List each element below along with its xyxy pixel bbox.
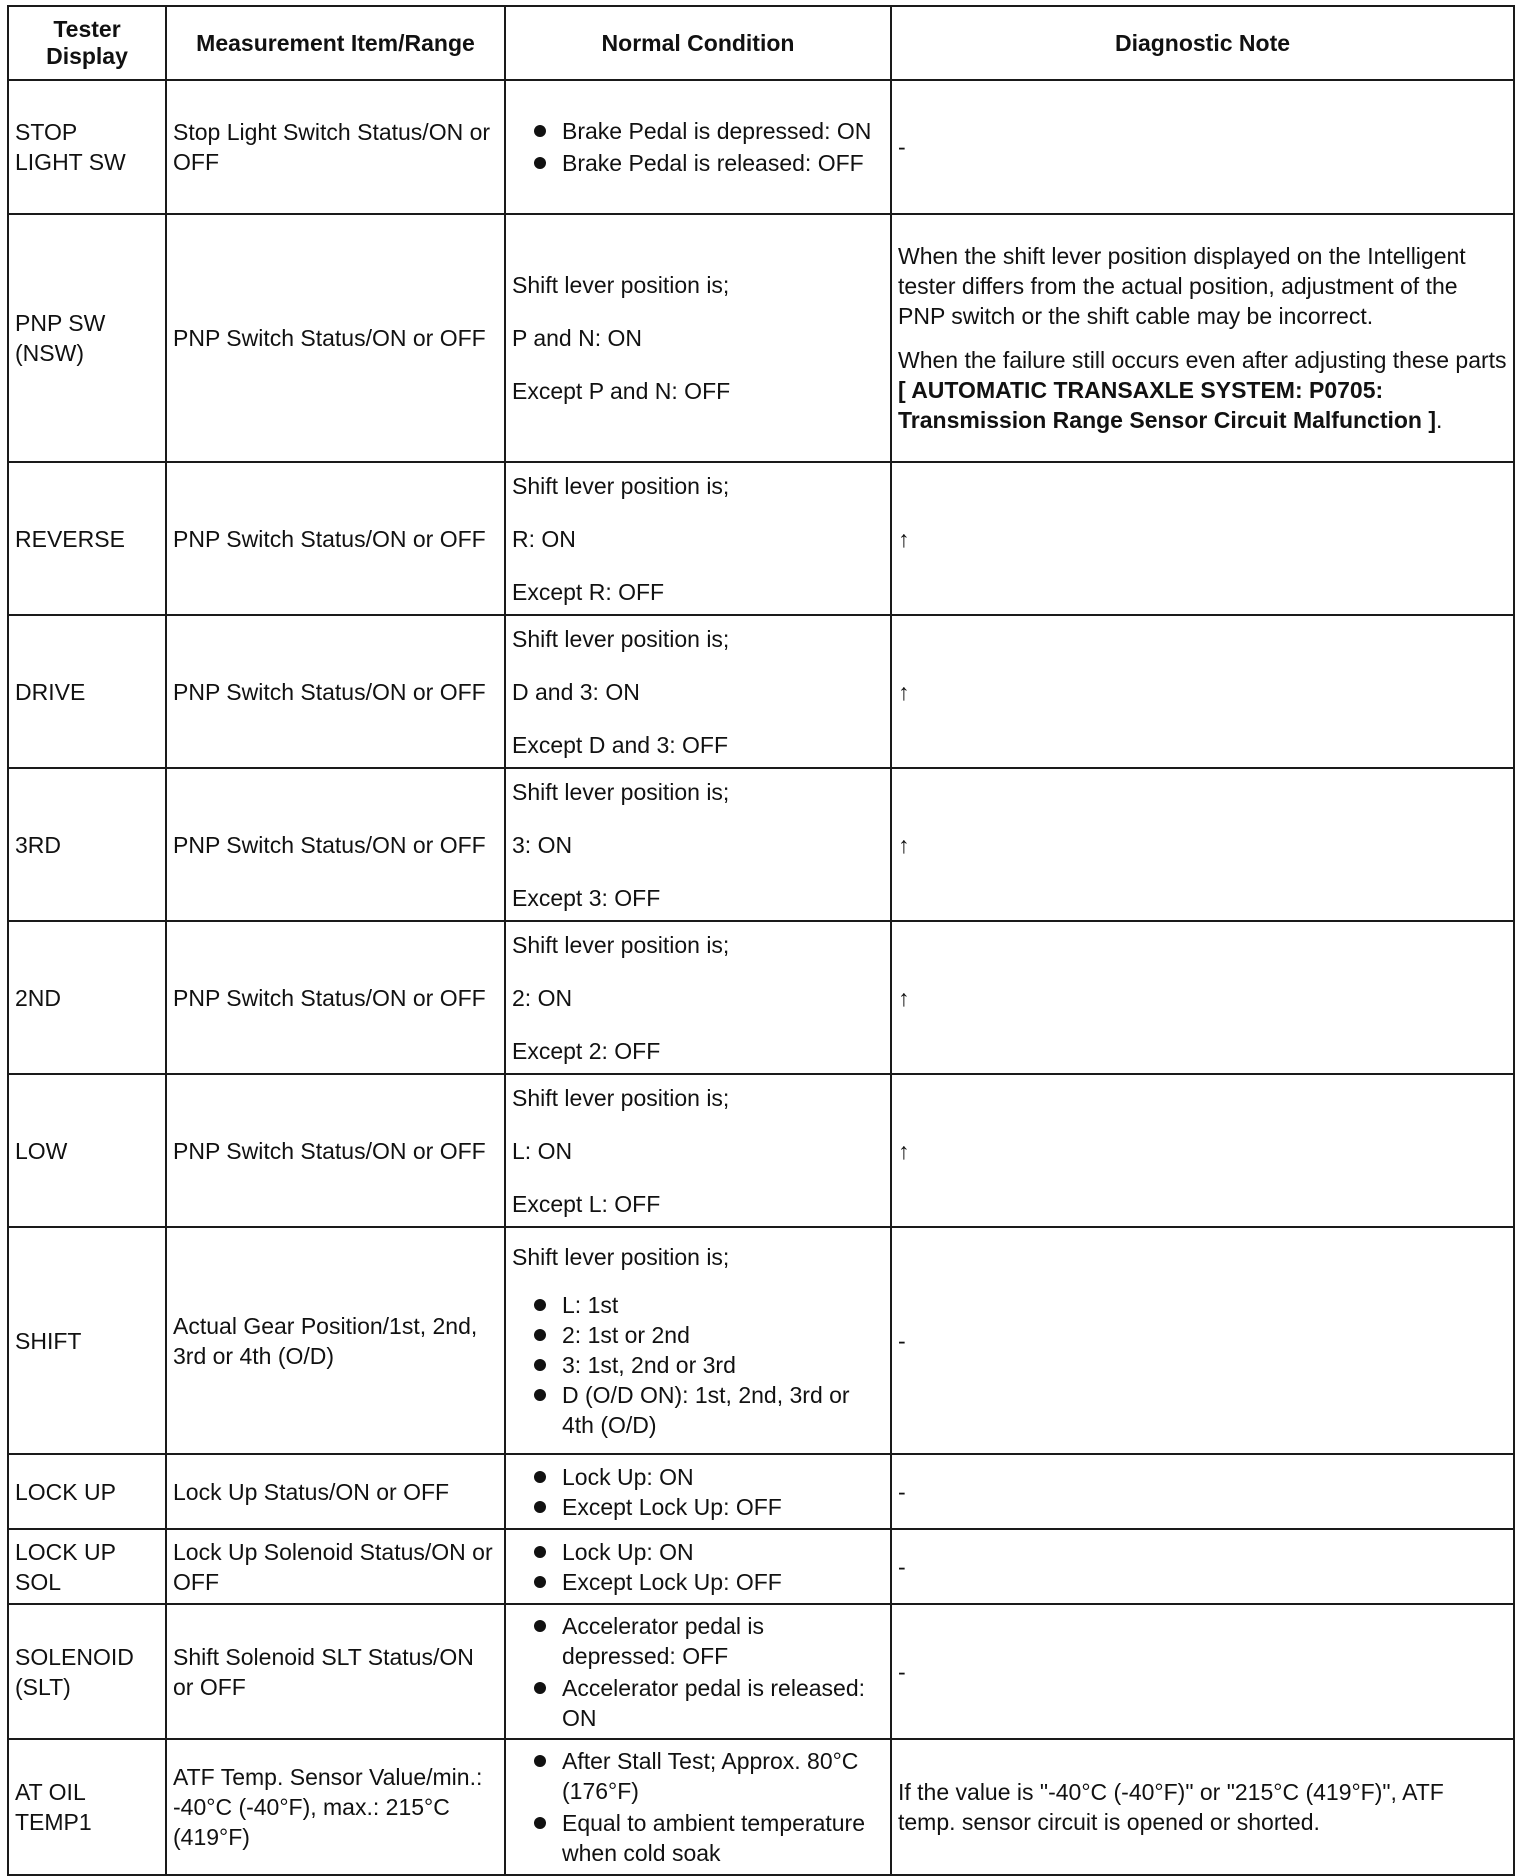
- tester-display-cell: [8, 1529, 166, 1604]
- tester-display-line: LIGHT SW: [15, 149, 126, 175]
- measurement-item-cell: PNP Switch Status/ON or OFF: [166, 1074, 505, 1227]
- condition-bullet-list: [512, 1290, 884, 1440]
- normal-condition-cell: [505, 80, 891, 214]
- diagnostic-note-cell: -: [891, 80, 1514, 214]
- tester-display-cell: [8, 1604, 166, 1739]
- normal-condition-cell: [505, 1454, 891, 1529]
- tester-display-cell: [8, 214, 166, 462]
- condition-line: D and 3: ON: [512, 678, 640, 705]
- tester-display-line: (SLT): [15, 1673, 71, 1700]
- tester-display-line: (NSW): [15, 340, 84, 366]
- measurement-item-cell: PNP Switch Status/ON or OFF: [166, 921, 505, 1074]
- tester-display-cell: [8, 1739, 166, 1875]
- measurement-item-cell: Actual Gear Position/1st, 2nd, 3rd or 4th (O/D): [166, 1227, 505, 1454]
- condition-bullet: 2: 1st or 2nd: [534, 1320, 884, 1350]
- tester-display-cell: [8, 615, 166, 768]
- table-row: [8, 1227, 1514, 1454]
- tester-display-line: LOCK UP: [15, 1478, 116, 1505]
- table-row: [8, 80, 1514, 214]
- measurement-item-cell: Lock Up Solenoid Status/ON or OFF: [166, 1529, 505, 1604]
- tester-display-line: REVERSE: [15, 525, 125, 552]
- condition-bullet-list: [512, 1746, 884, 1868]
- condition-bullet-list: [512, 116, 884, 178]
- header-tester-display-line: Display: [46, 43, 128, 69]
- normal-condition-cell: [505, 1604, 891, 1739]
- condition-bullet: Accelerator pedal is depressed: OFF: [534, 1611, 884, 1671]
- tester-display-line: 3RD: [15, 831, 62, 858]
- diagnostic-note-cell: [891, 1074, 1514, 1227]
- measurement-item-cell: Shift Solenoid SLT Status/ON or OFF: [166, 1604, 505, 1739]
- diagnostic-note-cell: [891, 214, 1514, 462]
- tester-display-cell: [8, 921, 166, 1074]
- condition-bullet: D (O/D ON): 1st, 2nd, 3rd or 4th (O/D): [534, 1380, 884, 1440]
- condition-line: 2: ON: [512, 984, 573, 1011]
- data-list-table: [7, 5, 1515, 1876]
- diagnostic-note-cell: -: [891, 1454, 1514, 1529]
- condition-line: 3: ON: [512, 831, 573, 858]
- condition-bullet-list: [512, 1537, 884, 1597]
- normal-condition-cell: [505, 1739, 891, 1875]
- condition-line: Shift lever position is;: [512, 272, 730, 298]
- diagnostic-note-cell: -: [891, 1604, 1514, 1739]
- measurement-item-cell: PNP Switch Status/ON or OFF: [166, 214, 505, 462]
- tester-display-cell: [8, 1454, 166, 1529]
- measurement-item-cell: Stop Light Switch Status/ON or OFF: [166, 80, 505, 214]
- condition-bullet-list: [512, 1611, 884, 1733]
- condition-bullet: Brake Pedal is depressed: ON: [534, 116, 884, 146]
- cross-reference-link[interactable]: [ AUTOMATIC TRANSAXLE SYSTEM: P0705: Transmission Range Sensor Circuit Malfunction ]: [898, 377, 1437, 433]
- table-row: [8, 1074, 1514, 1227]
- normal-condition-cell: [505, 921, 891, 1074]
- tester-display-cell: [8, 462, 166, 615]
- tester-display-line: LOCK UP: [15, 1538, 116, 1565]
- normal-condition-cell: [505, 462, 891, 615]
- diagnostic-note-cell: [891, 921, 1514, 1074]
- table-row: [8, 214, 1514, 462]
- header-diagnostic-note: Diagnostic Note: [891, 6, 1514, 80]
- normal-condition-cell: [505, 1227, 891, 1454]
- table-row: [8, 462, 1514, 615]
- table-row: [8, 1454, 1514, 1529]
- normal-condition-cell: [505, 214, 891, 462]
- condition-line: Shift lever position is;: [512, 1084, 730, 1111]
- condition-line: Except 3: OFF: [512, 884, 661, 911]
- normal-condition-cell: [505, 1529, 891, 1604]
- header-normal-condition: Normal Condition: [505, 6, 891, 80]
- condition-bullet: Brake Pedal is released: OFF: [534, 148, 884, 178]
- tester-display-line: LOW: [15, 1137, 68, 1164]
- tester-display-cell: [8, 80, 166, 214]
- condition-bullet-list: [512, 1462, 884, 1522]
- condition-line: Except L: OFF: [512, 1190, 661, 1217]
- header-tester-display: [8, 6, 166, 80]
- condition-bullet: Accelerator pedal is released: ON: [534, 1673, 884, 1733]
- condition-line: Shift lever position is;: [512, 625, 730, 652]
- condition-line: Except 2: OFF: [512, 1037, 661, 1064]
- table-row: [8, 1739, 1514, 1875]
- tester-display-line: SOLENOID: [15, 1643, 134, 1670]
- condition-line: Except P and N: OFF: [512, 378, 731, 404]
- tester-display-line: SHIFT: [15, 1327, 82, 1354]
- tester-display-line: PNP SW: [15, 310, 106, 336]
- measurement-item-cell: PNP Switch Status/ON or OFF: [166, 462, 505, 615]
- diagnostic-note-cell: [891, 615, 1514, 768]
- up-arrow-icon: ↑: [898, 678, 910, 705]
- table-row: [8, 921, 1514, 1074]
- tester-display-cell: [8, 1074, 166, 1227]
- table-header-row: [8, 6, 1514, 80]
- diagnostic-data-list: [7, 5, 1515, 1876]
- spacer: [512, 1272, 884, 1290]
- diagnostic-note-cell: [891, 768, 1514, 921]
- up-arrow-icon: ↑: [898, 831, 910, 858]
- tester-display-line: STOP: [15, 119, 78, 145]
- diagnostic-note-cell: [891, 462, 1514, 615]
- normal-condition-cell: [505, 1074, 891, 1227]
- condition-line: Shift lever position is;: [512, 472, 730, 499]
- tester-display-cell: [8, 768, 166, 921]
- condition-bullet: Except Lock Up: OFF: [534, 1567, 884, 1597]
- measurement-item-cell: Lock Up Status/ON or OFF: [166, 1454, 505, 1529]
- table-row: [8, 1529, 1514, 1604]
- condition-line: Shift lever position is;: [512, 931, 730, 958]
- condition-line: Shift lever position is;: [512, 1243, 730, 1270]
- note-text: When the failure still occurs even after adjusting these parts: [898, 347, 1507, 373]
- measurement-item-cell: ATF Temp. Sensor Value/min.: -40°C (-40°F), max.: 215°C (419°F): [166, 1739, 505, 1875]
- condition-bullet: Lock Up: ON: [534, 1462, 884, 1492]
- up-arrow-icon: ↑: [898, 525, 910, 552]
- tester-display-line: TEMP1: [15, 1809, 92, 1835]
- normal-condition-cell: [505, 615, 891, 768]
- condition-line: Except D and 3: OFF: [512, 731, 729, 758]
- measurement-item-cell: PNP Switch Status/ON or OFF: [166, 615, 505, 768]
- header-measurement-item: Measurement Item/Range: [166, 6, 505, 80]
- table-row: [8, 768, 1514, 921]
- tester-display-line: SOL: [15, 1568, 62, 1595]
- condition-bullet: L: 1st: [534, 1290, 884, 1320]
- condition-line: R: ON: [512, 525, 576, 552]
- condition-line: Except R: OFF: [512, 578, 665, 605]
- condition-bullet: Equal to ambient temperature when cold soak: [534, 1808, 884, 1868]
- condition-bullet: 3: 1st, 2nd or 3rd: [534, 1350, 884, 1380]
- condition-bullet: Lock Up: ON: [534, 1537, 884, 1567]
- diagnostic-note-cell: -: [891, 1529, 1514, 1604]
- tester-display-cell: [8, 1227, 166, 1454]
- diagnostic-note-cell: -: [891, 1227, 1514, 1454]
- measurement-item-cell: PNP Switch Status/ON or OFF: [166, 768, 505, 921]
- table-row: [8, 615, 1514, 768]
- header-tester-display-line: Tester: [53, 16, 121, 42]
- note-text: .: [1436, 407, 1443, 433]
- tester-display-line: AT OIL: [15, 1779, 86, 1805]
- condition-bullet: Except Lock Up: OFF: [534, 1492, 884, 1522]
- condition-line: P and N: ON: [512, 325, 642, 351]
- tester-display-line: 2ND: [15, 984, 62, 1011]
- diagnostic-note-paragraph: [898, 345, 1507, 435]
- tester-display-line: DRIVE: [15, 678, 86, 705]
- diagnostic-note-paragraph: When the shift lever position displayed on the Intelligent tester differs from the actual position, adjustment of the PNP switch or the shift cable may be incorrect.: [898, 243, 1466, 329]
- condition-bullet: After Stall Test; Approx. 80°C (176°F): [534, 1746, 884, 1806]
- condition-line: L: ON: [512, 1137, 573, 1164]
- condition-line: Shift lever position is;: [512, 778, 730, 805]
- up-arrow-icon: ↑: [898, 1137, 910, 1164]
- diagnostic-note-cell: If the value is "-40°C (-40°F)" or "215°C (419°F)", ATF temp. sensor circuit is opened or shorted.: [891, 1739, 1514, 1875]
- up-arrow-icon: ↑: [898, 984, 910, 1011]
- table-row: [8, 1604, 1514, 1739]
- normal-condition-cell: [505, 768, 891, 921]
